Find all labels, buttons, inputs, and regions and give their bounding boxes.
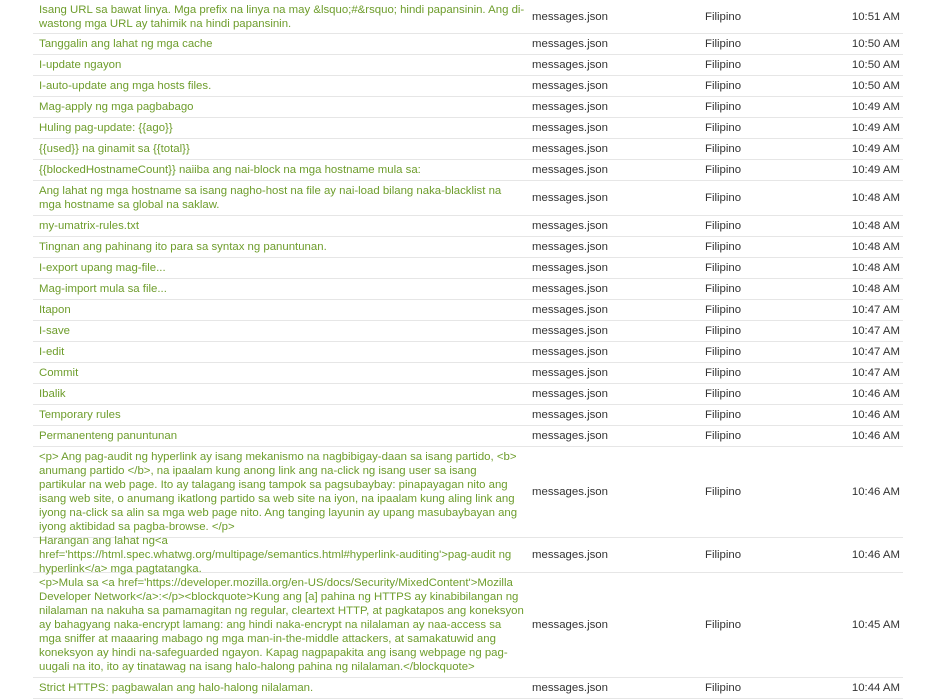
file-name: messages.json	[532, 486, 608, 498]
translation-text[interactable]: <p> Ang pag-audit ng hyperlink ay isang mekanismo na nagbibigay-daan sa isang partido, <b> anumang partido </b>, na ipaalam kung anong link ang na-click ng isang user sa isang partikular na web page. Ito ay talagang isang tampok sa pagsubaybay: pinapayagan nito ang isang web site, o anumang ikatlong partido sa web site na iyon, na ipaalam kung aling link ang iyong na-click sa alin sa mga web page nito. Ang tanging layunin ay upang masubaybayan ang iyong aktibidad sa pagba-browse. </p>	[39, 451, 518, 533]
translation-row[interactable]	[33, 160, 903, 181]
translation-row[interactable]	[33, 97, 903, 118]
translation-row[interactable]	[33, 405, 903, 426]
language: Filipino	[705, 59, 742, 71]
translation-text[interactable]: Tingnan ang pahinang ito para sa syntax ng panuntunan.	[39, 241, 327, 253]
language: Filipino	[705, 346, 742, 358]
translation-row[interactable]	[33, 181, 903, 216]
language: Filipino	[705, 262, 742, 274]
translation-row[interactable]	[33, 0, 903, 34]
timestamp: 10:44 AM	[851, 682, 900, 694]
timestamp: 10:46 AM	[851, 388, 900, 400]
translation-row[interactable]	[33, 426, 903, 447]
translation-row[interactable]	[33, 300, 903, 321]
timestamp: 10:49 AM	[851, 143, 900, 155]
translation-text[interactable]: I-update ngayon	[39, 59, 122, 71]
timestamp: 10:49 AM	[851, 122, 900, 134]
timestamp: 10:46 AM	[851, 549, 900, 561]
timestamp: 10:50 AM	[851, 80, 900, 92]
translation-row[interactable]	[33, 535, 903, 575]
file-name: messages.json	[532, 143, 608, 155]
language: Filipino	[705, 164, 742, 176]
translation-text[interactable]: Temporary rules	[39, 409, 121, 421]
language: Filipino	[705, 10, 742, 23]
translation-row[interactable]	[33, 678, 903, 699]
file-name: messages.json	[532, 367, 608, 379]
translation-row[interactable]	[33, 447, 903, 538]
translation-text[interactable]: Harangan ang lahat ng<a href='https://html.spec.whatwg.org/multipage/semantics.html#hyperlink-auditing'>pag-audit ng hyperlink</a> mga pagtatangka.	[39, 535, 512, 575]
file-name: messages.json	[532, 325, 608, 337]
timestamp: 10:46 AM	[851, 486, 900, 498]
timestamp: 10:49 AM	[851, 101, 900, 113]
timestamp: 10:49 AM	[851, 164, 900, 176]
language: Filipino	[705, 220, 742, 232]
timestamp: 10:48 AM	[851, 192, 900, 204]
timestamp: 10:51 AM	[851, 10, 900, 23]
file-name: messages.json	[532, 241, 608, 253]
translation-text[interactable]: Huling pag-update: {{ago}}	[39, 122, 173, 134]
file-name: messages.json	[532, 262, 608, 274]
translation-text[interactable]: Isang URL sa bawat linya. Mga prefix na linya na may &lsquo;#&rsquo; hindi papansinin. Ang di-wastong mga URL ay tahimik na hindi papansinin.	[39, 3, 525, 30]
translation-row[interactable]	[33, 321, 903, 342]
file-name: messages.json	[532, 122, 608, 134]
translation-history-list	[33, 0, 903, 699]
timestamp: 10:47 AM	[851, 346, 900, 358]
language: Filipino	[705, 122, 742, 134]
file-name: messages.json	[532, 549, 608, 561]
timestamp: 10:48 AM	[851, 220, 900, 232]
language: Filipino	[705, 192, 742, 204]
language: Filipino	[705, 367, 742, 379]
translation-row[interactable]	[33, 342, 903, 363]
translation-text[interactable]: <p>Mula sa <a href='https://developer.mozilla.org/en-US/docs/Security/MixedContent'>Mozilla Developer Network</a>:</p><blockquote>Kung ang [a] pahina ng HTTPS ay kinabibilangan ng nilalaman na nakuha sa pamamagitan ng regular, cleartext HTTP, at pagkatapos ang koneksyon ay bahagyang naka-encrypt lamang: ang hindi naka-encrypt na nilalaman ay naa-access sa mga sniffer at maaaring mabago ng mga man-in-the-middle attackers, at samakatuwid ang koneksyon ay hindi na-safeguarded ngayon. Kapag nagpapakita ang isang webpage ng pag-uugali na ito, ito ay tinatawag na isang halo-halong pahina ng nilalaman.</blockquote>	[39, 577, 524, 673]
translation-text[interactable]: Ibalik	[39, 388, 66, 400]
translation-row[interactable]	[33, 34, 903, 55]
language: Filipino	[705, 409, 742, 421]
translation-text[interactable]: I-edit	[39, 346, 65, 358]
language: Filipino	[705, 325, 742, 337]
file-name: messages.json	[532, 10, 608, 23]
timestamp: 10:50 AM	[851, 59, 900, 71]
timestamp: 10:48 AM	[851, 241, 900, 253]
file-name: messages.json	[532, 283, 608, 295]
language: Filipino	[705, 388, 742, 400]
language: Filipino	[705, 283, 742, 295]
language: Filipino	[705, 619, 742, 631]
translation-row[interactable]	[33, 139, 903, 160]
language: Filipino	[705, 101, 742, 113]
language: Filipino	[705, 430, 742, 442]
file-name: messages.json	[532, 59, 608, 71]
translation-text[interactable]: {{used}} na ginamit sa {{total}}	[39, 143, 190, 155]
file-name: messages.json	[532, 101, 608, 113]
timestamp: 10:48 AM	[851, 283, 900, 295]
timestamp: 10:48 AM	[851, 262, 900, 274]
translation-text[interactable]: I-export upang mag-file...	[39, 262, 166, 274]
language: Filipino	[705, 682, 742, 694]
language: Filipino	[705, 143, 742, 155]
language: Filipino	[705, 38, 742, 50]
translation-row[interactable]	[33, 363, 903, 384]
file-name: messages.json	[532, 192, 608, 204]
translation-text[interactable]: my-umatrix-rules.txt	[39, 220, 139, 232]
file-name: messages.json	[532, 164, 608, 176]
file-name: messages.json	[532, 346, 608, 358]
translation-text[interactable]: Tanggalin ang lahat ng mga cache	[39, 38, 213, 50]
translation-row[interactable]	[33, 573, 903, 678]
translation-row[interactable]	[33, 216, 903, 237]
translation-text[interactable]: Mag-import mula sa file...	[39, 283, 167, 295]
translation-row[interactable]	[33, 237, 903, 258]
file-name: messages.json	[532, 220, 608, 232]
timestamp: 10:47 AM	[851, 304, 900, 316]
language: Filipino	[705, 80, 742, 92]
timestamp: 10:46 AM	[851, 430, 900, 442]
file-name: messages.json	[532, 388, 608, 400]
translation-text[interactable]: Permanenteng panuntunan	[39, 430, 178, 442]
file-name: messages.json	[532, 38, 608, 50]
translation-row[interactable]	[33, 258, 903, 279]
timestamp: 10:46 AM	[851, 409, 900, 421]
timestamp: 10:47 AM	[851, 367, 900, 379]
file-name: messages.json	[532, 619, 608, 631]
file-name: messages.json	[532, 682, 608, 694]
translation-text[interactable]: Ang lahat ng mga hostname sa isang nagho-host na file ay nai-load bilang naka-blacklist na mga hostname sa global na saklaw.	[39, 185, 502, 211]
translation-text[interactable]: I-save	[39, 325, 71, 337]
language: Filipino	[705, 241, 742, 253]
timestamp: 10:47 AM	[851, 325, 900, 337]
translation-row[interactable]	[33, 118, 903, 139]
translation-text[interactable]: Mag-apply ng mga pagbabago	[39, 101, 194, 113]
file-name: messages.json	[532, 409, 608, 421]
file-name: messages.json	[532, 304, 608, 316]
timestamp: 10:45 AM	[851, 619, 900, 631]
translation-row[interactable]	[33, 384, 903, 405]
translation-text[interactable]: {{blockedHostnameCount}} naiiba ang nai-block na mga hostname mula sa:	[39, 164, 421, 176]
translation-text[interactable]: Strict HTTPS: pagbawalan ang halo-halong nilalaman.	[39, 682, 314, 694]
translation-text[interactable]: Itapon	[39, 304, 71, 316]
file-name: messages.json	[532, 80, 608, 92]
translation-text[interactable]: Commit	[39, 367, 79, 379]
language: Filipino	[705, 304, 742, 316]
language: Filipino	[705, 549, 742, 561]
file-name: messages.json	[532, 430, 608, 442]
translation-row[interactable]	[33, 76, 903, 97]
translation-row[interactable]	[33, 279, 903, 300]
translation-row[interactable]	[33, 55, 903, 76]
timestamp: 10:50 AM	[851, 38, 900, 50]
translation-text[interactable]: I-auto-update ang mga hosts files.	[39, 80, 212, 92]
language: Filipino	[705, 486, 742, 498]
